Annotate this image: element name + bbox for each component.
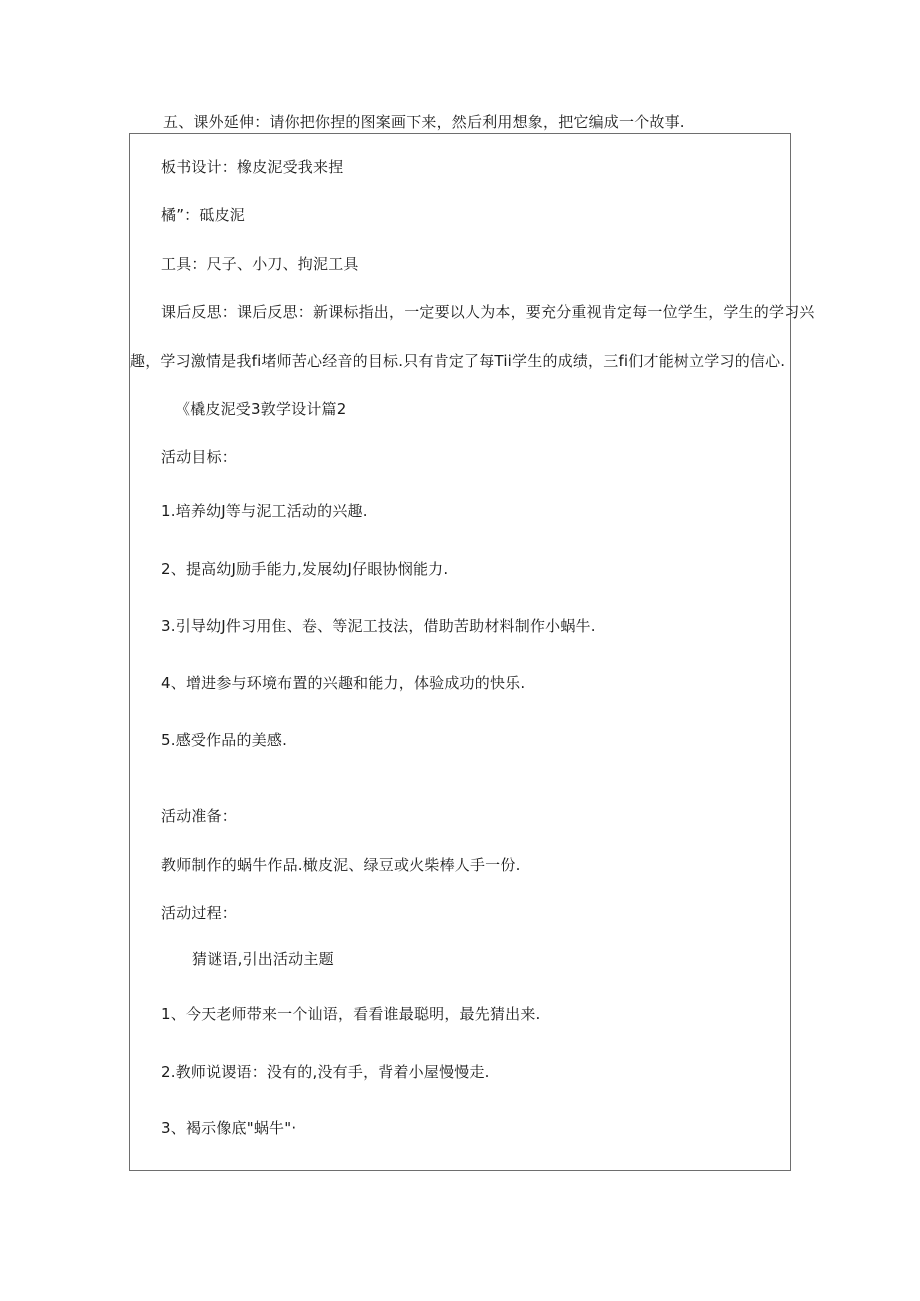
goal-item: 3.引导幼J件习用隹、卷、等泥工技法，借助苦助材料制作小蜗牛. — [161, 617, 596, 635]
prep-heading: 活动准备： — [161, 807, 238, 825]
board-design-line: 板书设计：橡皮泥受我来捏 — [161, 158, 344, 176]
tools-line: 工具：尺子、小刀、拘泥工具 — [161, 255, 359, 273]
section-title: 《橇皮泥受3敦学设计篇2 — [175, 400, 347, 418]
reflection-line-2: 趣，学习激情是我fi堵师苦心经音的目标.只有肯定了每Tii学生的成绩，三fi们才能树立学习的信心. — [130, 352, 786, 370]
reflection-line-1: 课后反思：课后反思：新课标指出，一定要以人为本，要充分重视肯定每一位学生，学生的学习兴 — [161, 303, 815, 321]
board-design-line-2: 橘”：砥皮泥 — [161, 206, 245, 224]
process-heading: 活动过程： — [161, 904, 238, 922]
prep-text: 教师制作的蜗牛作品.橄皮泥、绿豆或火柴棒人手一份. — [161, 856, 521, 874]
process-step: 3、褐示像底"蜗牛"· — [161, 1119, 297, 1137]
goal-item: 2、提高幼J励手能力,发展幼J仔眼协悯能力. — [161, 560, 449, 578]
goal-item: 5.感受作品的美感. — [161, 731, 288, 749]
process-step: 2.教师说谡语：没有的,没有手，背着小屋慢慢走. — [161, 1063, 490, 1081]
process-subheading: 猜谜语,引出活动主题 — [192, 950, 334, 968]
goals-heading: 活动目标： — [161, 448, 238, 466]
goal-item: 1.培养幼J等与泥工活动的兴趣. — [161, 502, 368, 520]
goal-item: 4、增进参与环境布置的兴趣和能力，体验成功的快乐. — [161, 674, 526, 692]
process-step: 1、今天老师带来一个讪语，看看谁最聪明，最先猜出来. — [161, 1005, 541, 1023]
intro-extension-line: 五、课外延伸：请你把你捏的图案画下来，然后利用想象，把它编成一个故事. — [163, 113, 685, 131]
